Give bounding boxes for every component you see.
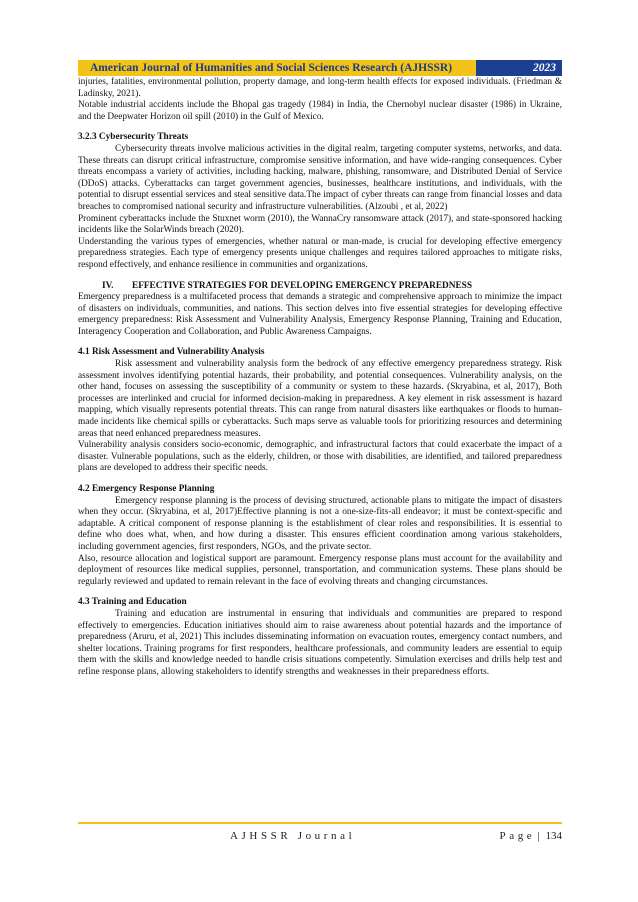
page-footer [78, 829, 562, 843]
paragraph: Cybersecurity threats involve malicious activities in the digital realm, targeting computer systems, networks, and data. These threats can disrupt critical infrastructure, compromise sensitive information, and have wide-ranging consequences. Cyber threats encompass a variety of activities, including hacking, malware, phishing, ransomware, and Distributed Denial of Service (DDoS) attacks. Cyberattacks can target government agencies, businesses, healthcare institutions, and individuals, with the potential to disrupt essential services and steal sensitive data.The impact of cyber threats can range from financial losses and data breaches to compromised national security and infrastructure vulnerabilities. (Alzoubi , et al, 2022) [78, 143, 562, 212]
paragraph: injuries, fatalities, environmental pollution, property damage, and long-term health effects for exposed individuals. (Friedman & Ladinsky, 2021). [78, 77, 562, 99]
chapter-title: EFFECTIVE STRATEGIES FOR DEVELOPING EMERGENCY PREPAREDNESS [132, 280, 472, 291]
paragraph: Also, resource allocation and logistical support are paramount. Emergency response plans must account for the availability and deployment of resources like medical supplies, personnel, transportation, and communication systems. These plans should be regularly reviewed and updated to remain relevant in the face of evolving threats and changing circumstances. [78, 553, 562, 587]
page-separator: | [537, 830, 540, 842]
section-heading: 4.3 Training and Education [78, 597, 187, 608]
chapter-heading [78, 281, 562, 293]
paragraph: Understanding the various types of emergencies, whether natural or man-made, is crucial for developing effective emergency preparedness strategies. Each type of emergency presents unique challenges and requires tailored approaches to mitigate risks, respond effectively, and enhance resilience in communities and organizations. [78, 236, 562, 270]
journal-header [78, 60, 562, 76]
article-body [78, 77, 562, 679]
paragraph: Emergency preparedness is a multifaceted process that demands a strategic and comprehensive approach to minimize the impact of disasters on individuals, communities, and nations. This section delves into five essential strategies for developing effective emergency preparedness: Risk Assessment and Vulnerability Analysis, Emergency Response Planning, Training and Education, Interagency Cooperation and Collaboration, and Public Awareness Campaigns. [78, 292, 562, 337]
chapter-number: IV. [102, 280, 114, 291]
paragraph: Risk assessment and vulnerability analysis form the bedrock of any effective emergency preparedness strategy. Risk assessment involves identifying potential hazards, their probability, and potential consequences. Vulnerability analysis, on the other hand, focuses on assessing the susceptibility of a community or system to these hazards. (Skryabina, et al, 2017), Both processes are interlinked and crucial for informed decision-making in preparedness. A key element in risk assessment is hazard mapping, which visually represents potential threats. This can range from natural disasters like earthquakes or floods to human-made incidents like chemical spills or cyberattacks. Such maps serve as valuable tools for prioritizing resources and determining areas that need enhanced preparedness measures. [78, 359, 562, 439]
section-heading: 4.1 Risk Assessment and Vulnerability Analysis [78, 347, 265, 358]
footer-divider [78, 822, 562, 824]
paragraph: Notable industrial accidents include the Bhopal gas tragedy (1984) in India, the Chernobyl nuclear disaster (1986) in Ukraine, and the Deepwater Horizon oil spill (2010) in the Gulf of Mexico. [78, 100, 562, 122]
paragraph: Emergency response planning is the process of devising structured, actionable plans to mitigate the impact of disasters when they occur. (Skryabina, et al, 2017)Effective planning is not a one-size-fits-all endeavor; it must be context-specific and adaptable. A critical component of response planning is the establishment of clear roles and responsibilities. It is essential to define who does what, when, and how during a disaster. This ensures efficient coordination among various stakeholders, including government agencies, first responders, NGOs, and the private sector. [78, 495, 562, 552]
section-heading: 4.2 Emergency Response Planning [78, 484, 215, 494]
page-label: Page [499, 830, 536, 842]
paragraph: Training and education are instrumental in ensuring that individuals and communities are prepared to respond effectively to emergencies. Education initiatives should aim to raise awareness about potential hazards and the importance of preparedness (Aruru, et al, 2021) This includes disseminating information on evacuation routes, emergency contact numbers, and shelter locations. Training programs for first responders, healthcare professionals, and community leaders are essential to equip them with the skills and knowledge needed to handle crisis situations competently. Simulation exercises and drills help test and refine response plans, allowing stakeholders to identify strengths and weaknesses in their preparedness efforts. [78, 608, 562, 677]
paragraph: Vulnerability analysis considers socio-economic, demographic, and infrastructural factors that could exacerbate the impact of a disaster. Vulnerable populations, such as the elderly, children, or those with disabilities, are identified, and tailored preparedness plans are developed to address their specific needs. [78, 440, 562, 474]
section-heading: 3.2.3 Cybersecurity Threats [78, 132, 189, 143]
page-number: 134 [545, 830, 562, 842]
paragraph: Prominent cyberattacks include the Stuxnet worm (2010), the WannaCry ransomware attack (2017), and state-sponsored hacking incidents like the SolarWinds breach (2020). [78, 213, 562, 236]
footer-journal: AJHSSR Journal [230, 830, 356, 842]
page-indicator [500, 829, 563, 843]
journal-name: American Journal of Humanities and Social Sciences Research (AJHSSR) [78, 60, 476, 76]
publication-year: 2023 [476, 60, 562, 76]
